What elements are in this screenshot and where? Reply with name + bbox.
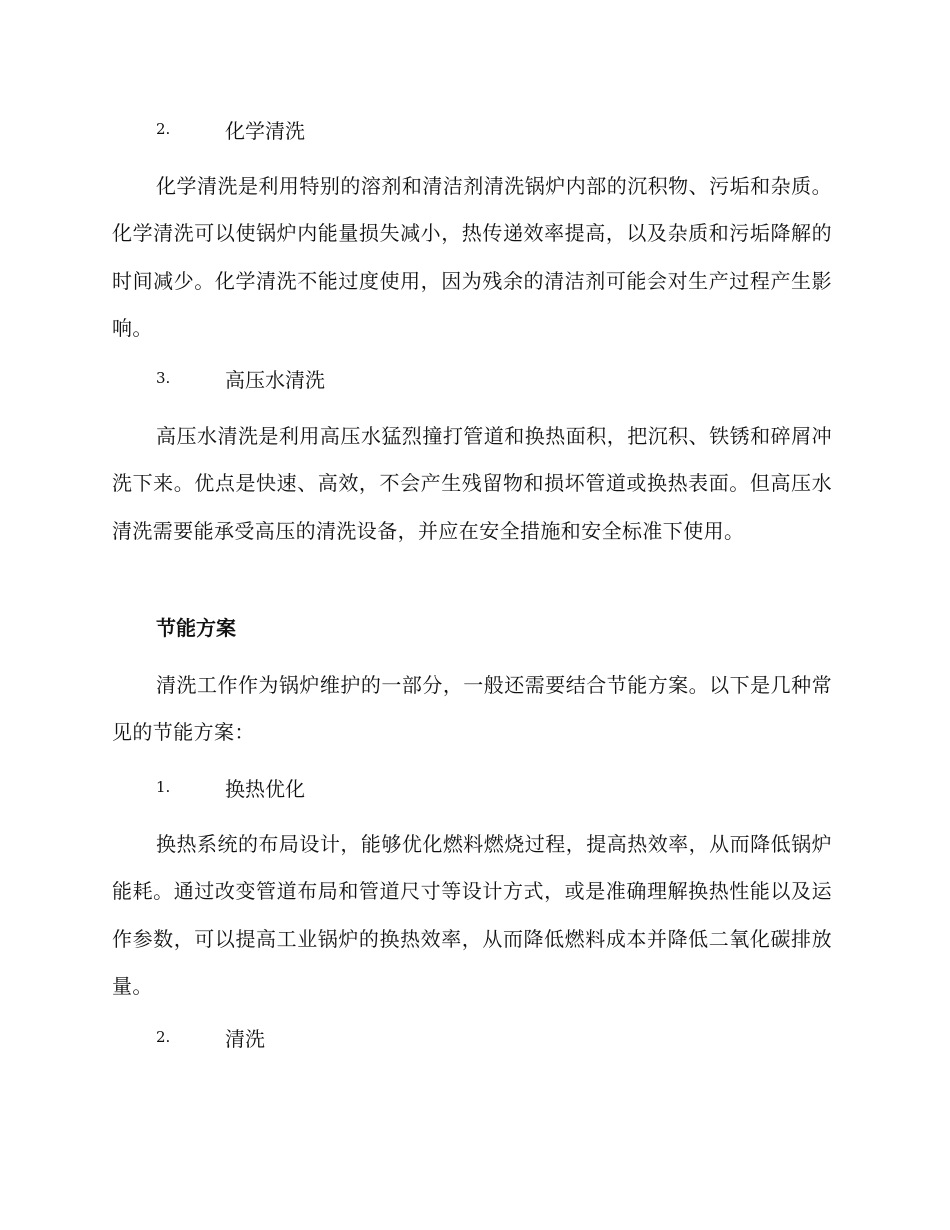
paragraph-high-pressure-water: 高压水清洗是利用高压水猛烈撞打管道和换热面积，把沉积、铁锈和碎屑冲洗下来。优点是快速、高效，不会产生残留物和损坏管道或换热表面。但高压水清洗需要能承受高压的清洗设备，并应在安全措施和安全标准下使用。 — [112, 424, 832, 543]
section-heading-energy-saving: 节能方案 — [156, 616, 236, 640]
list-title: 化学清洗 — [225, 118, 305, 143]
list-item-cleaning — [156, 1021, 265, 1053]
list-number: 1. — [156, 778, 171, 796]
paragraph-heat-exchange-optimization: 换热系统的布局设计，能够优化燃料燃烧过程，提高热效率，从而降低锅炉能耗。通过改变管道布局和管道尺寸等设计方式，或是准确理解换热性能以及运作参数，可以提高工业锅炉的换热效率，从而降低燃料成本并降低二氧化碳排放量。 — [112, 832, 832, 998]
list-title: 清洗 — [225, 1026, 265, 1051]
list-item-high-pressure-water — [156, 362, 325, 394]
list-number: 2. — [156, 120, 171, 138]
list-item-heat-exchange-optimization — [156, 771, 305, 803]
list-title: 换热优化 — [225, 776, 305, 801]
list-number: 3. — [156, 369, 171, 387]
paragraph-chemical-cleaning: 化学清洗是利用特别的溶剂和清洁剂清洗锅炉内部的沉积物、污垢和杂质。化学清洗可以使锅炉内能量损失减小，热传递效率提高，以及杂质和污垢降解的时间减少。化学清洗不能过度使用，因为残余的清洁剂可能会对生产过程产生影响。 — [112, 174, 832, 340]
paragraph-energy-saving-intro: 清洗工作作为锅炉维护的一部分，一般还需要结合节能方案。以下是几种常见的节能方案： — [112, 673, 832, 745]
list-item-chemical-cleaning — [156, 113, 305, 145]
list-title: 高压水清洗 — [225, 367, 325, 392]
list-number: 2. — [156, 1028, 171, 1046]
